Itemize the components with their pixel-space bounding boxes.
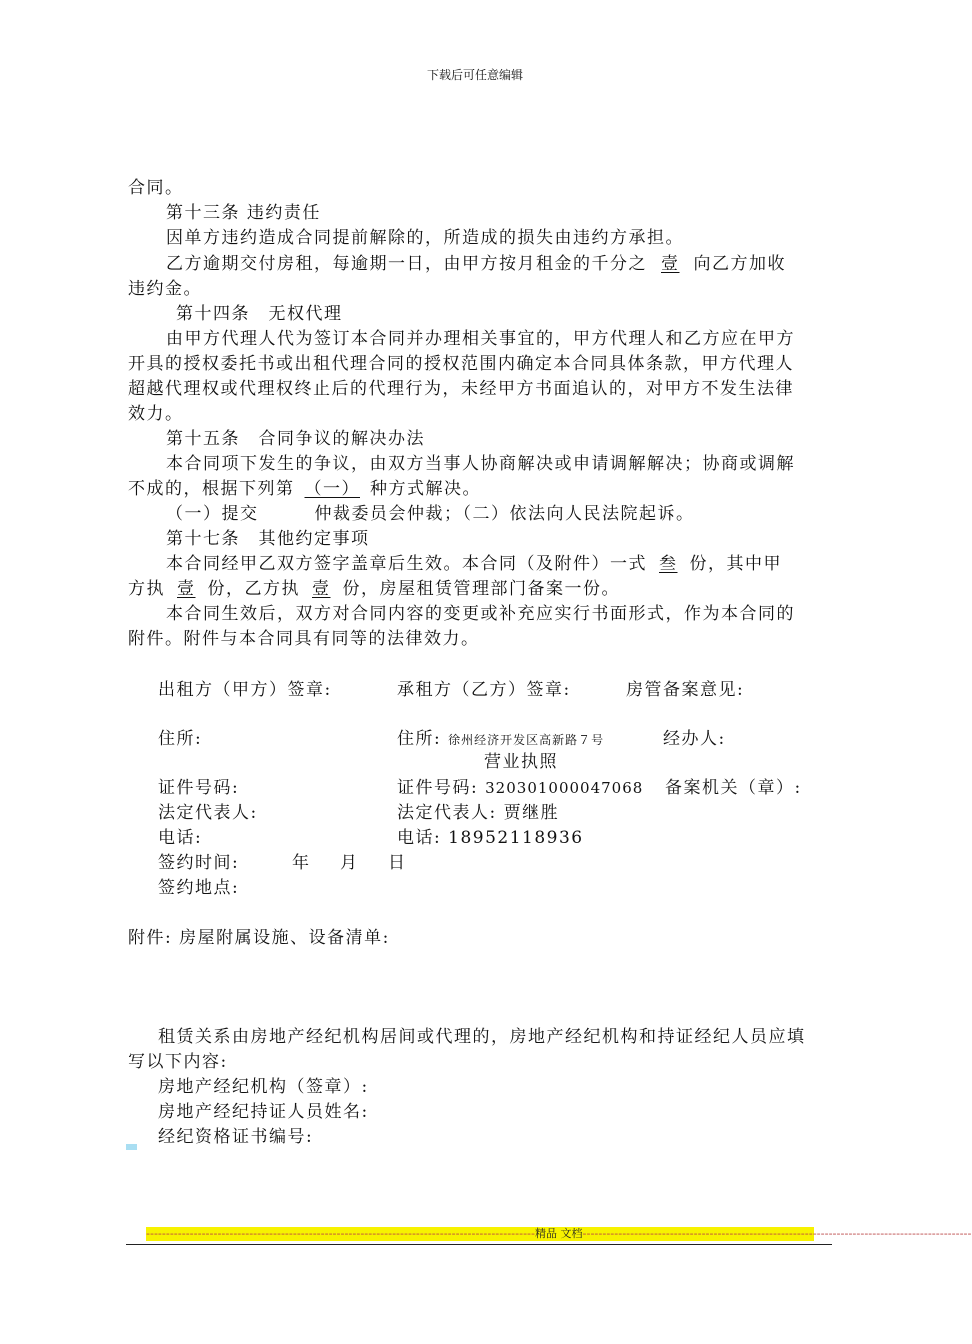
lessee-rep: 法定代表人: 贾继胜: [397, 803, 560, 823]
sign-time-label: 签约时间:: [158, 853, 240, 873]
copies-party-a-value: 壹: [177, 579, 196, 599]
copies-total-value: 叁: [659, 554, 678, 574]
footer-center-text: 精品 文档: [535, 1227, 583, 1240]
lessee-address-label: 住所:: [397, 729, 442, 749]
lessee-id: [397, 776, 643, 800]
agent-cert-label: 经纪资格证书编号:: [158, 1127, 314, 1147]
attachment-label: 附件: 房屋附属设施、设备清单:: [128, 928, 390, 948]
footer-dashes-left: --------------------------------------------------------------------------------------------------: [146, 1227, 535, 1240]
handler-label: 经办人:: [663, 729, 726, 749]
filing-organ-label: 备案机关（章）:: [665, 778, 802, 798]
lessee-id-label: 证件号码:: [397, 778, 479, 798]
footer-rule: [126, 1244, 832, 1245]
year-label: 年: [292, 853, 311, 873]
side-marker: [126, 1144, 137, 1150]
text-part: （一）提交: [166, 504, 259, 524]
text-part: 份，其中甲: [689, 554, 782, 574]
text-line: 开具的授权委托书或出租代理合同的授权范围内确定本合同具体条款，甲方代理人: [128, 354, 794, 374]
lessee-id-value: 320301000047068: [485, 779, 644, 797]
arbitration-blank: [259, 504, 315, 524]
text-line: 因单方违约造成合同提前解除的，所造成的损失由违约方承担。: [166, 228, 684, 248]
lessor-signature-label: 出租方（甲方）签章:: [158, 680, 332, 700]
agency-paragraph-cont: 写以下内容:: [128, 1052, 228, 1072]
text-line: 合同。: [128, 178, 184, 198]
text-line: [128, 577, 620, 601]
page-header-note: 下载后可任意编辑: [426, 68, 523, 82]
lessee-phone: 电话: 18952118936: [397, 828, 584, 848]
text-line: [166, 252, 786, 276]
footer-banner: [146, 1227, 972, 1241]
lessor-rep-label: 法定代表人:: [158, 803, 258, 823]
article-13-heading: 第十三条 违约责任: [166, 203, 321, 223]
day-label: 日: [388, 853, 407, 873]
agent-name-label: 房地产经纪持证人员姓名:: [158, 1102, 369, 1122]
article-14-heading: 第十四条 无权代理: [176, 304, 343, 324]
text-part: 不成的，根据下列第: [128, 479, 295, 499]
article-17-heading: 第十七条 其他约定事项: [166, 529, 370, 549]
text-line: [166, 552, 782, 576]
text-part: 乙方逾期交付房租，每逾期一日，由甲方按月租金的千分之: [166, 254, 647, 274]
agency-paragraph: 租赁关系由房地产经纪机构居间或代理的，房地产经纪机构和持证经纪人员应填: [158, 1027, 806, 1047]
lessee-address-value: 徐州经济开发区高新路７号: [448, 733, 605, 747]
text-line: 违约金。: [128, 279, 202, 299]
text-part: 份，乙方执: [207, 579, 300, 599]
text-part: 仲裁委员会仲裁；（二）依法向人民法院起诉。: [314, 504, 695, 524]
text-part: 种方式解决。: [370, 479, 481, 499]
text-line: 超越代理权或代理权终止后的代理行为，未经甲方书面追认的，对甲方不发生法律: [128, 379, 794, 399]
dispute-method-value: （一）: [304, 479, 360, 499]
footer-dashes-right: --------------------------------------------------------------------------------------------------: [582, 1227, 972, 1240]
text-line: [128, 477, 481, 501]
copies-party-b-value: 壹: [312, 579, 331, 599]
agency-org-label: 房地产经纪机构（签章）:: [158, 1077, 369, 1097]
text-line: [166, 502, 695, 526]
filing-opinion-label: 房管备案意见:: [626, 680, 745, 700]
penalty-rate-value: 壹: [661, 254, 680, 274]
article-15-heading: 第十五条 合同争议的解决办法: [166, 429, 425, 449]
text-part: 方执: [128, 579, 165, 599]
text-line: 效力。: [128, 404, 184, 424]
lessee-signature-label: 承租方（乙方）签章:: [397, 680, 571, 700]
text-part: 向乙方加收: [693, 254, 786, 274]
text-line: 本合同项下发生的争议，由双方当事人协商解决或申请调解解决；协商或调解: [166, 454, 795, 474]
text-part: 本合同经甲乙双方签字盖章后生效。本合同（及附件）一式: [166, 554, 647, 574]
lessee-address: [397, 727, 604, 752]
text-part: 份，房屋租赁管理部门备案一份。: [342, 579, 620, 599]
text-line: 本合同生效后，双方对合同内容的变更或补充应实行书面形式，作为本合同的: [166, 604, 795, 624]
lessor-id-label: 证件号码:: [158, 778, 240, 798]
sign-place-label: 签约地点:: [158, 878, 240, 898]
business-license-label: 营业执照: [484, 752, 558, 772]
text-line: 由甲方代理人代为签订本合同并办理相关事宜的，甲方代理人和乙方应在甲方: [166, 329, 795, 349]
text-line: 附件。附件与本合同具有同等的法律效力。: [128, 629, 480, 649]
month-label: 月: [340, 853, 359, 873]
lessor-phone-label: 电话:: [158, 828, 203, 848]
lessor-address-label: 住所:: [158, 729, 203, 749]
